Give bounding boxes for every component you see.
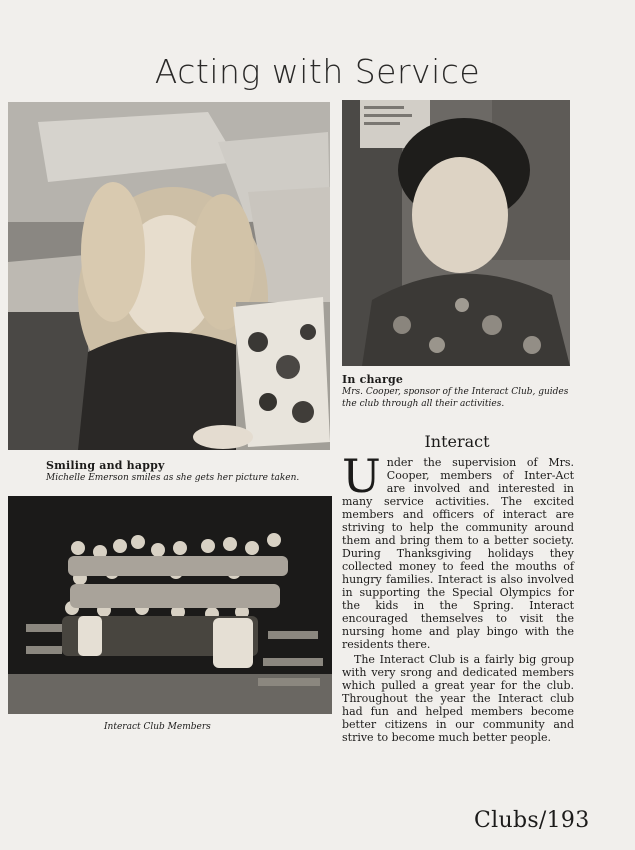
article-heading: Interact [424,432,490,451]
sponsor-caption-title: In charge [342,373,404,386]
group-caption-text: Interact Club Members [104,722,211,732]
article-paragraph-1 [342,449,574,651]
dropcap: U [342,449,381,503]
article-paragraph-2: The Interact Club is a fairly big group with very srong and dedicated members which pulled a great year for the club. Throughout the year the Interact club had fun and helped members become better citizens in our community and strive to become much better people. [342,653,574,744]
sponsor-caption-text-line-1: Mrs. Cooper, sponsor of the Interact Club, guides [342,387,569,397]
page-title: Acting with Service [154,52,481,91]
group-photo [8,496,332,714]
article-paragraph-1-text: nder the supervision of Mrs. Cooper, members of Inter-Act are involved and interested in many service activities. The excited members and officers of interact are striving to help the community around them and bring them to a better society. During Thanksgiving holidays they collected money to feed the mouths of hungry families. Interact is also involved in supporting the Special Olympics for the kids in the Spring. Interact encouraged themselves to visit the nursing home and play bingo with the residents there. [342,456,574,651]
sponsor-photo [342,100,570,366]
page-folio: Clubs/193 [474,808,590,833]
student-photo [8,102,330,450]
student-caption-text: Michelle Emerson smiles as she gets her picture taken. [46,473,300,483]
student-caption-title: Smiling and happy [46,459,165,472]
article-body [342,449,574,744]
sponsor-caption-text-line-2: the club through all their activities. [342,399,505,409]
